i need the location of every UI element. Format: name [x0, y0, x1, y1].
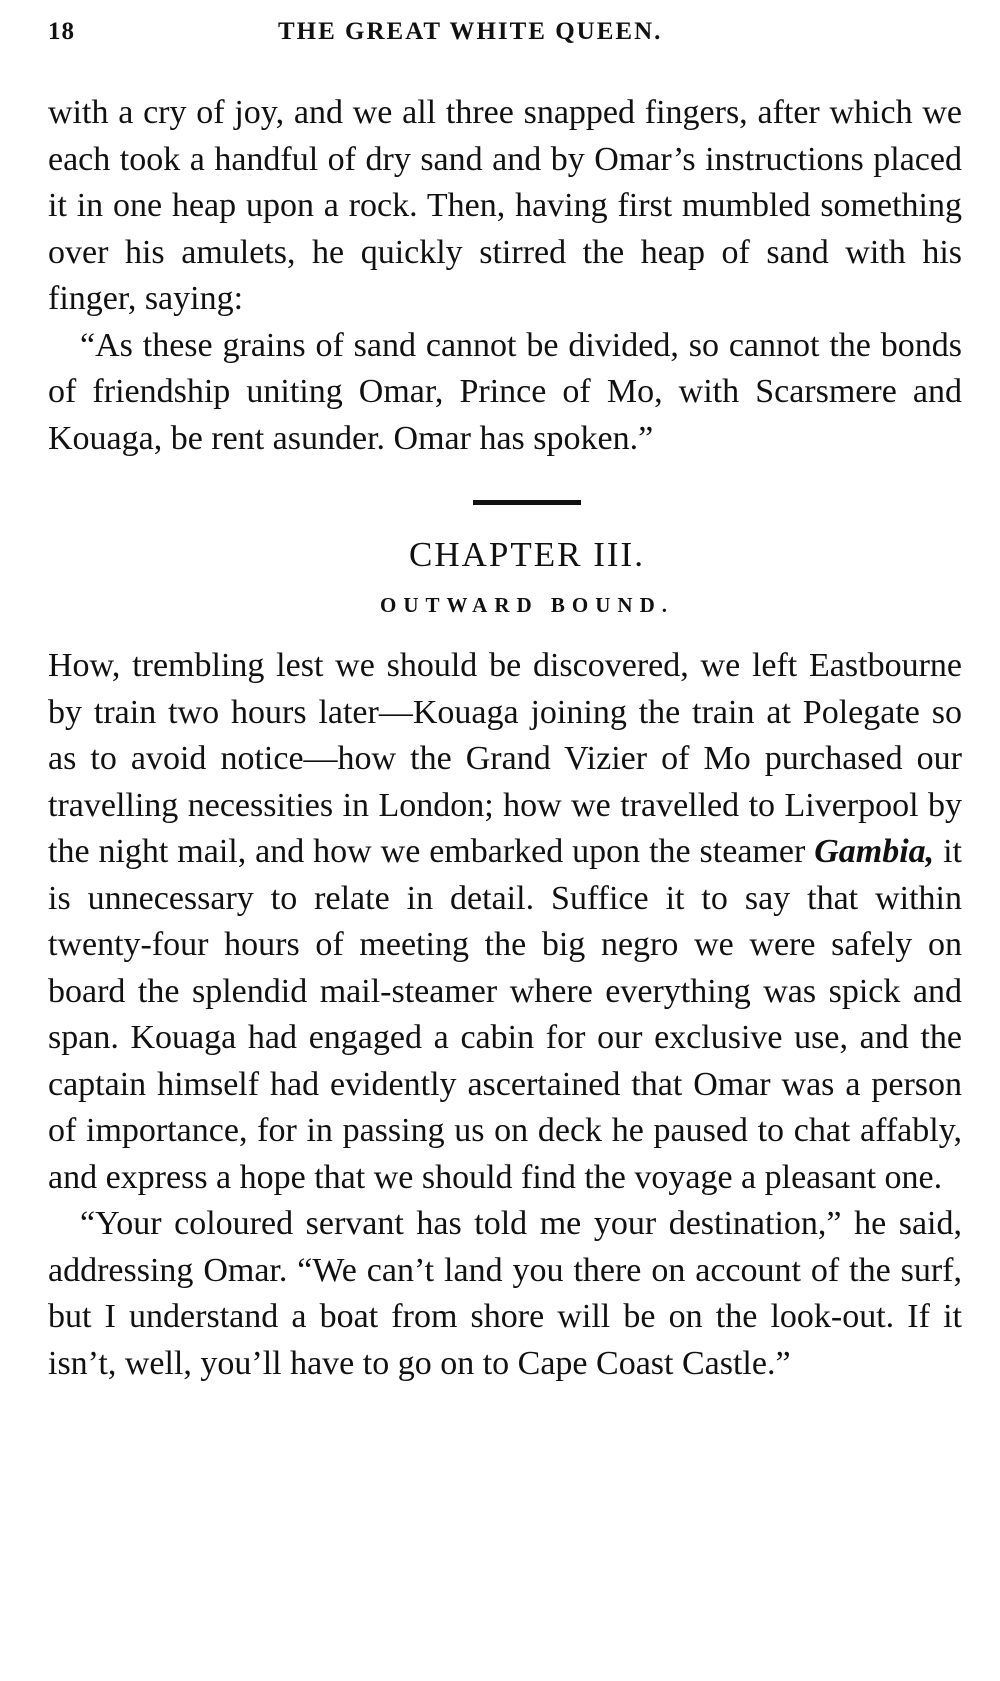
- chapter-heading: CHAPTER III.: [409, 535, 645, 574]
- running-header: [48, 14, 962, 52]
- running-title: THE GREAT WHITE QUEEN.: [278, 18, 663, 45]
- page-number: 18: [48, 18, 75, 45]
- paragraph-continued: with a cry of joy, and we all three snapped fingers, after which we each took a handful of dry sand and by Omar’s instructions placed it in one heap upon a rock. Then, having first mumbled something over his amulets, he quickly stirred the heap of sand with his finger, saying:: [48, 94, 962, 317]
- paragraph-omar-speech: “As these grains of sand cannot be divided, so cannot the bonds of friendship uniting Omar, Prince of Mo, with Scarsmere and Kouaga, be rent asunder. Omar has spoken.”: [48, 326, 962, 457]
- chapter-title: OUTWARD BOUND.: [379, 593, 674, 617]
- paragraph-captain-speech: “Your coloured servant has told me your destination,” he said, addressing Omar. “We can’t land you there on account of the surf, but I understand a boat from shore will be on the look-out. If it isn’t, well, you’ll have to go on to Cape Coast Castle.”: [48, 1205, 962, 1382]
- paragraph-text-part-2: it is unnecessary to relate in detail. Suffice it to say that within twenty-four hours of meeting the big negro we were safely on board the splendid mail-steamer where everything was spick and span. Kouaga had engaged a cabin for our exclusive use, and the captain himself had evidently ascertained that Omar was a person of importance, for in passing us on deck he paused to chat affably, and express a hope that we should find the voyage a pleasant one.: [48, 833, 962, 1196]
- chapter-body: [48, 643, 962, 1387]
- paragraph-text-part-1: How, trembling lest we should be discovered, we left Eastbourne by train two hours later—Kouaga joining the train at Polegate so as to avoid notice—how the Grand Vizier of Mo purchased our travelling necessities in London; how we travelled to Liverpool by the night mail, and how we embarked upon the steamer: [48, 647, 962, 870]
- book-page: [48, 14, 962, 1387]
- ship-name-italic: Gambia,: [814, 833, 935, 870]
- paragraph-outward-bound: [48, 643, 962, 1201]
- section-divider-rule: [473, 500, 581, 505]
